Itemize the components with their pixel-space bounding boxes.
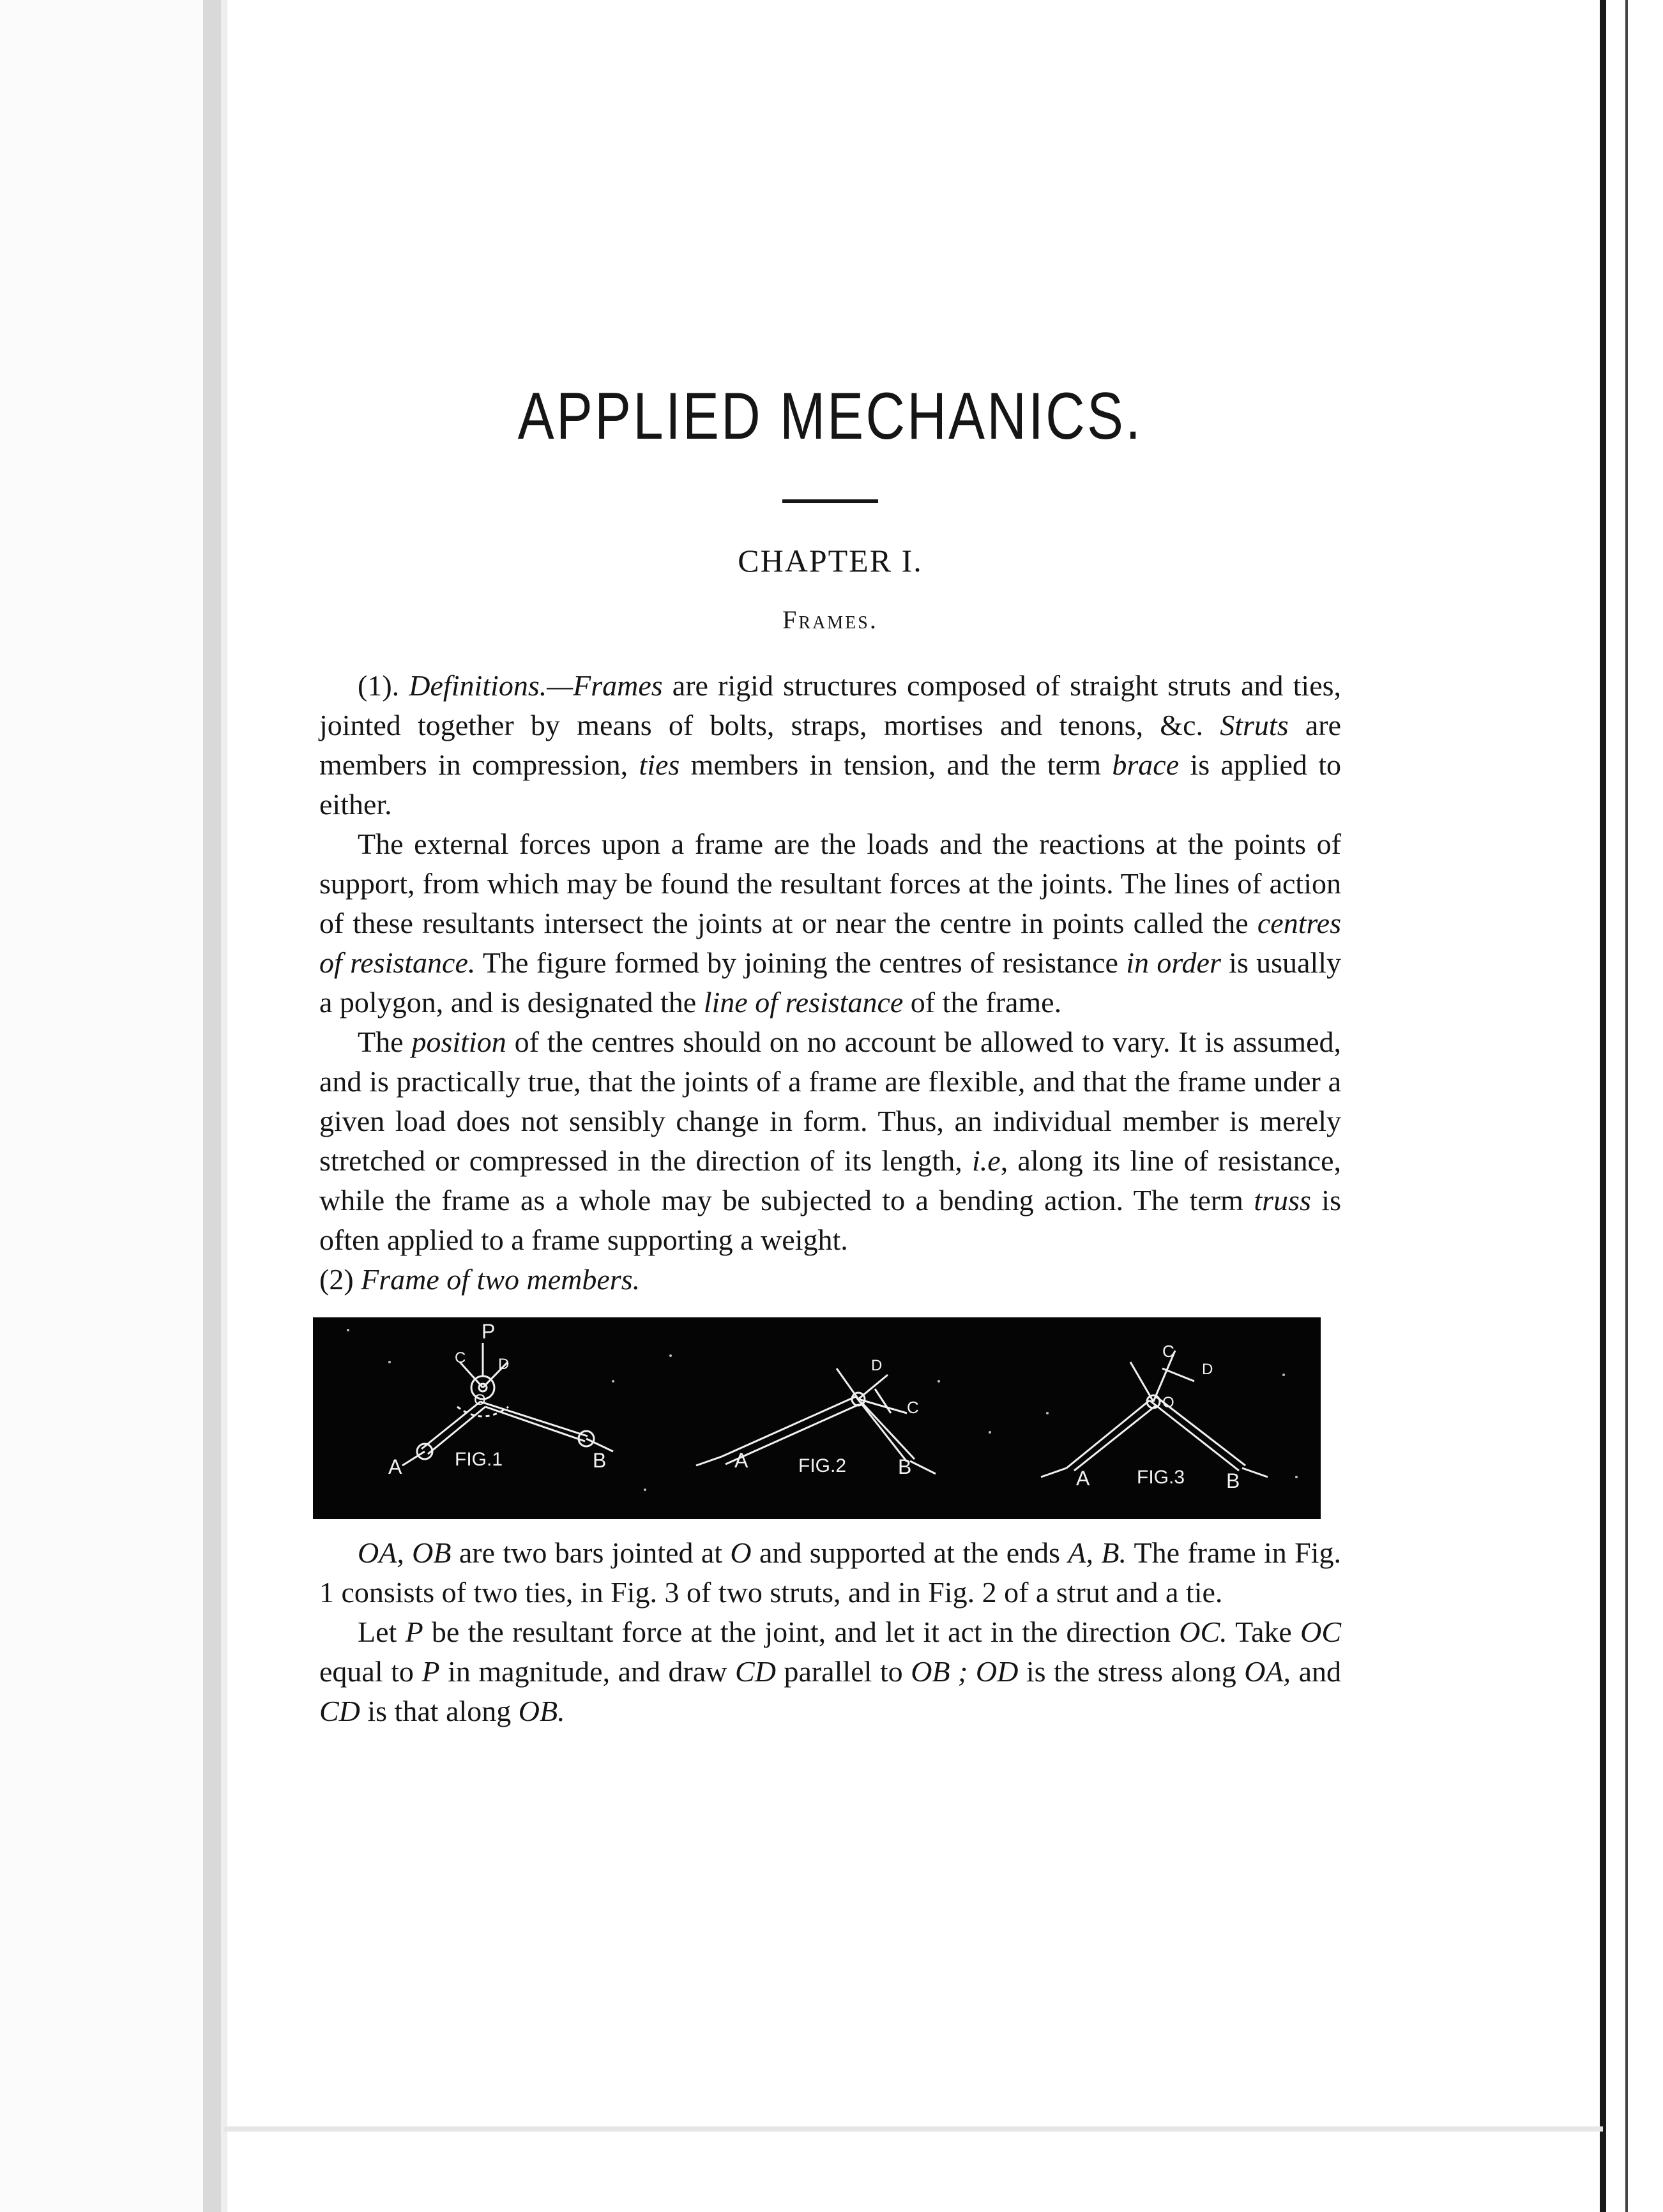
paragraph-text: is that along xyxy=(360,1695,519,1727)
paragraph-text: parallel to xyxy=(775,1655,911,1688)
fig3-label-a: A xyxy=(1076,1467,1090,1490)
paragraph-text: are members in compression, xyxy=(319,709,1341,781)
italic-term: OB ; OD xyxy=(911,1655,1019,1688)
paragraph-frame-two-members xyxy=(319,1260,1341,1299)
fig1-label-d: D xyxy=(498,1356,510,1373)
scan-binding-edge xyxy=(221,0,227,2212)
paragraph-number: (1). xyxy=(358,669,400,702)
scan-page-edge-line xyxy=(1600,0,1606,2212)
fig3-label-c: C xyxy=(1162,1342,1174,1361)
fig1-label-o: O xyxy=(474,1391,486,1409)
italic-term: Struts xyxy=(1220,709,1289,741)
italic-term: P xyxy=(405,1616,423,1648)
fig1-label-a: A xyxy=(388,1455,402,1478)
paragraph-number: (2) xyxy=(319,1263,361,1296)
figure-frames-diagram xyxy=(313,1317,1321,1519)
paragraph-text: of the centres should on no account be allowed to vary. It is assumed, and is practically true, that the joints of a frame are flexible, and that the frame under a given load does not sensibly change in form. Thus, an individual member is merely stretched or compressed in the direction of its length, xyxy=(319,1026,1341,1177)
paragraph-text: members in tension, and the term xyxy=(680,748,1112,781)
paragraph-text: and xyxy=(1291,1655,1342,1688)
paragraph-text: and supported at the ends xyxy=(751,1536,1068,1569)
italic-term: brace xyxy=(1112,748,1180,781)
fig1-label-b: B xyxy=(593,1449,607,1472)
paragraph-text: is usually a polygon, and is designated the xyxy=(319,946,1342,1019)
paragraph-position xyxy=(319,1022,1341,1260)
title-divider xyxy=(782,499,878,503)
italic-term: Definitions.—Frames xyxy=(409,669,663,702)
paragraph-text: The figure formed by joining the centres of resistance xyxy=(475,946,1127,979)
paragraph-text: Let xyxy=(358,1616,406,1648)
fig3-label-o: O xyxy=(1162,1394,1174,1411)
paragraph-text: is the stress along xyxy=(1018,1655,1245,1688)
fig2-label-b: B xyxy=(898,1455,912,1478)
italic-term: CD xyxy=(319,1695,360,1727)
paragraph-text: are rigid structures composed of straight struts and ties, jointed together by means of bolts, straps, mortises and tenons, &c. xyxy=(319,669,1342,741)
paragraph-external-forces xyxy=(319,824,1341,1022)
scan-bottom-shadow xyxy=(224,2126,1603,2132)
scan-page-edge-line-thin xyxy=(1625,0,1628,2212)
paragraph-text: is applied to either. xyxy=(319,748,1342,821)
fig1-label-c: C xyxy=(455,1349,466,1367)
italic-term: OB. xyxy=(518,1695,565,1727)
fig3-frame xyxy=(1041,1351,1268,1477)
page-title: APPLIED MECHANICS. xyxy=(517,379,1143,453)
paragraph-text: The frame in Fig. 1 consists of two ties, in Fig. 3 of two struts, and in Fig. 2 of a strut and a tie. xyxy=(319,1536,1341,1609)
italic-term: O xyxy=(730,1536,752,1569)
italic-term: CD xyxy=(735,1655,776,1688)
italic-term: OA, OB xyxy=(358,1536,452,1569)
fig1-caption: FIG.1 xyxy=(455,1449,503,1470)
scan-binding-shadow xyxy=(203,0,222,2212)
scan-right-margin xyxy=(1597,0,1663,2212)
paragraph-text: are two bars jointed at xyxy=(451,1536,731,1569)
italic-term: centres of resistance. xyxy=(319,907,1341,979)
paragraph-text: The external forces upon a frame are the loads and the reactions at the points of support, from which may be found the resultant forces at the joints. The lines of action of these resultants intersect the joints at or near the centre in points called the xyxy=(319,828,1341,939)
italic-term: i.e xyxy=(972,1144,1001,1177)
paragraph-resultant-force xyxy=(319,1612,1341,1731)
fig2-label-c: C xyxy=(907,1398,919,1417)
italic-term: A, B. xyxy=(1068,1536,1127,1569)
paragraph-text: be the resultant force at the joint, and let it act in the direction xyxy=(423,1616,1180,1648)
fig2-label-d: D xyxy=(871,1357,883,1374)
paragraph-definitions xyxy=(319,666,1341,824)
italic-heading: Frame of two members. xyxy=(361,1263,641,1296)
fig3-label-b: B xyxy=(1226,1469,1240,1492)
italic-term: truss xyxy=(1254,1184,1311,1216)
italic-term: in order xyxy=(1126,946,1221,979)
paragraph-text: is often applied to a frame supporting a weight. xyxy=(319,1184,1341,1256)
italic-term: OC. xyxy=(1179,1616,1227,1648)
paragraph-text: , along its line of resistance, while the frame as a whole may be subjected to a bending action. The term xyxy=(319,1144,1341,1216)
section-heading: Frames. xyxy=(782,605,878,634)
paragraph-bars-jointed xyxy=(319,1533,1341,1612)
fig3-label-d: D xyxy=(1202,1361,1213,1378)
italic-term: P xyxy=(421,1655,440,1688)
paragraph-text: Take xyxy=(1227,1616,1301,1648)
fig2-label-a: A xyxy=(734,1449,748,1472)
italic-term: position xyxy=(411,1026,506,1058)
fig3-caption: FIG.3 xyxy=(1137,1467,1185,1488)
fig2-caption: FIG.2 xyxy=(798,1455,847,1476)
paragraph-text: of the frame. xyxy=(903,986,1062,1019)
italic-term: ties xyxy=(639,748,680,781)
italic-term: line of resistance xyxy=(703,986,904,1019)
chapter-heading: CHAPTER I. xyxy=(738,543,923,579)
italic-term: OC xyxy=(1300,1616,1341,1648)
scan-left-margin xyxy=(0,0,211,2212)
paragraph-text: The xyxy=(358,1026,412,1058)
italic-term: OA, xyxy=(1244,1655,1291,1688)
fig1-label-p: P xyxy=(482,1320,496,1343)
paragraph-text: in magnitude, and draw xyxy=(439,1655,736,1688)
book-page xyxy=(319,358,1341,1731)
paragraph-text: equal to xyxy=(319,1655,422,1688)
